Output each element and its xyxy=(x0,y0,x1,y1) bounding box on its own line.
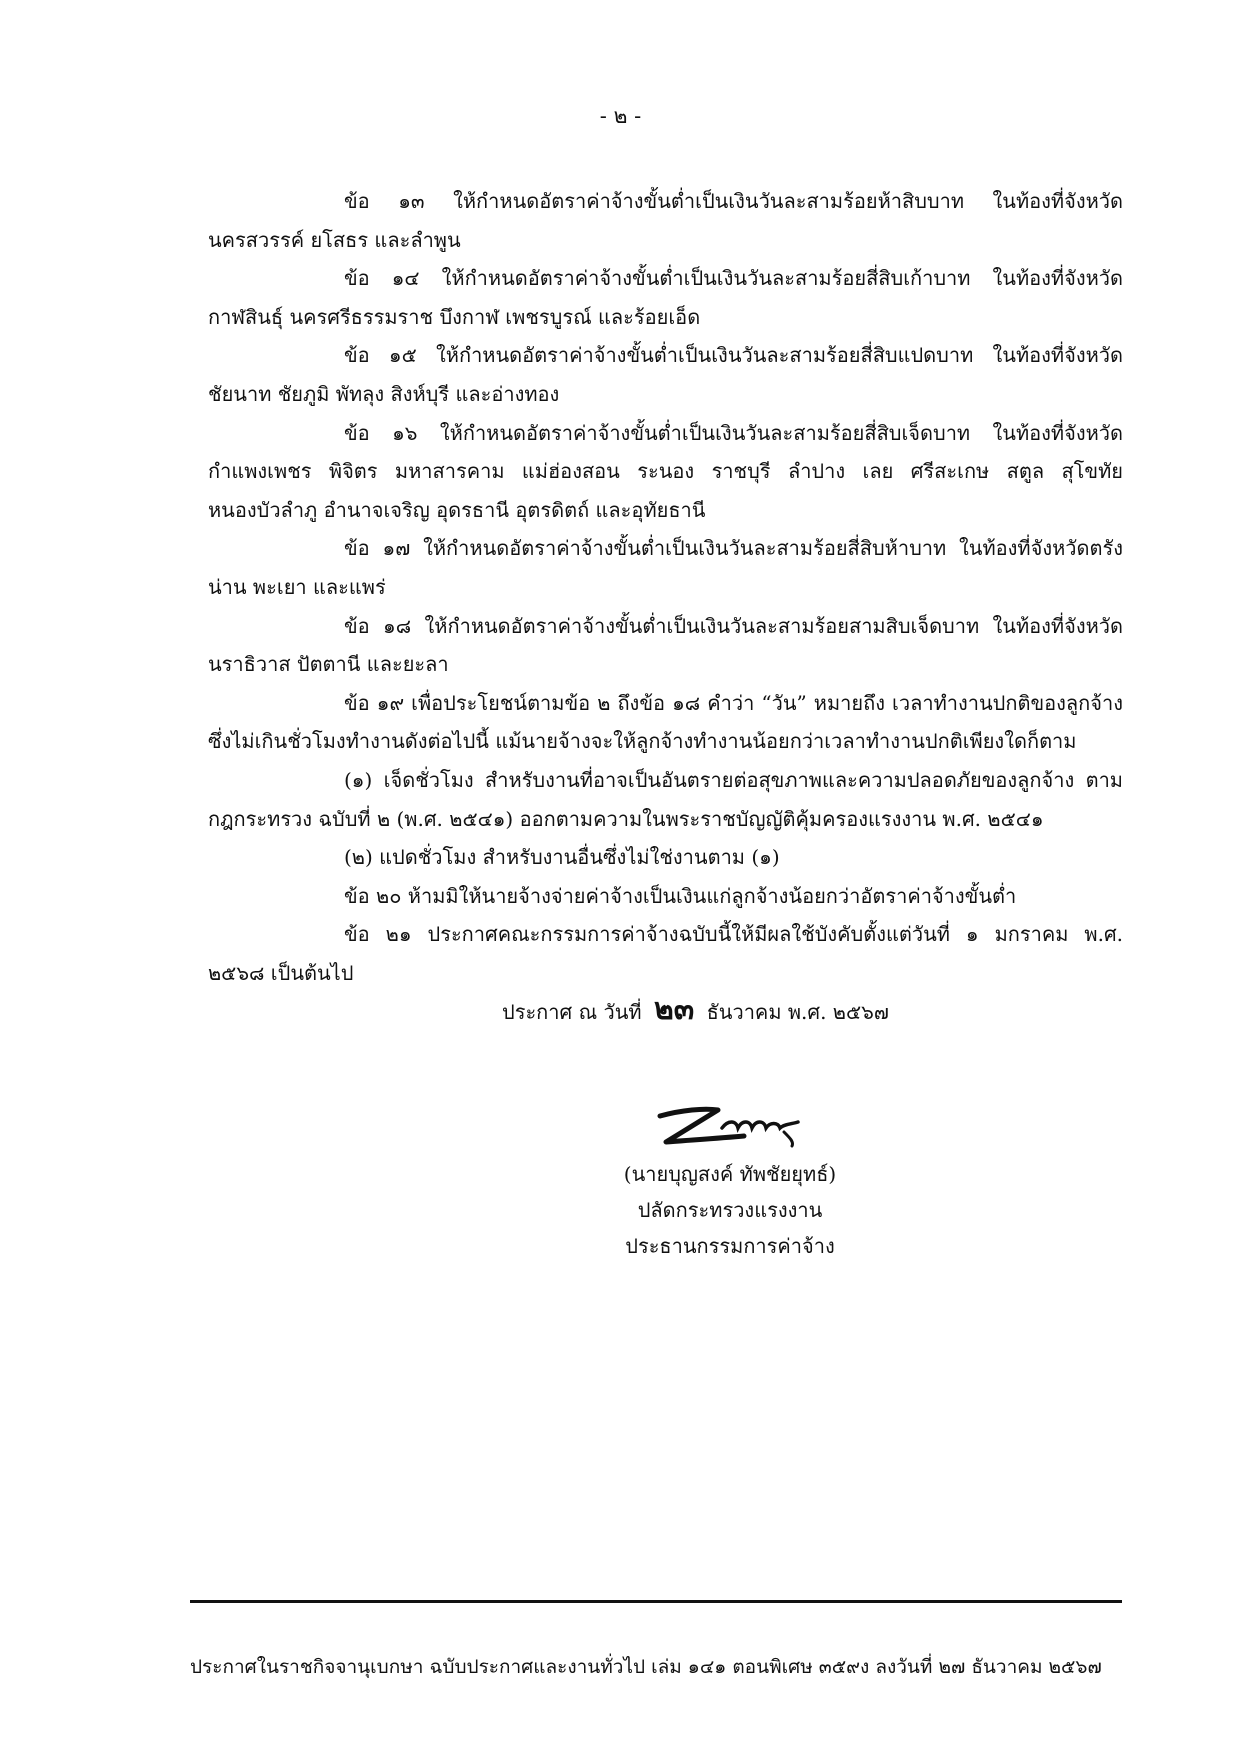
clause-18: ข้อ ๑๘ ให้กำหนดอัตราค่าจ้างขั้นต่ำเป็นเงินวันละสามร้อยสามสิบเจ็ดบาท ในท้องที่จังหวัด นราธิวาส ปัตตานี และยะลา xyxy=(208,613,1123,677)
signer-role: ประธานกรรมการค่าจ้าง xyxy=(625,1234,835,1258)
clause-21: ข้อ ๒๑ ประกาศคณะกรรมการค่าจ้างฉบับนี้ให้มีผลใช้บังคับตั้งแต่วันที่ ๑ มกราคม พ.ศ. ๒๕๖๘ เป็นต้นไป xyxy=(208,922,1123,985)
announcement-day: ๒๓ xyxy=(653,992,695,1027)
body-text xyxy=(208,182,1123,992)
signer-position: ปลัดกระทรวงแรงงาน xyxy=(637,1198,823,1222)
clause-17: ข้อ ๑๗ ให้กำหนดอัตราค่าจ้างขั้นต่ำเป็นเงินวันละสามร้อยสี่สิบห้าบาท ในท้องที่จังหวัดตรัง น่าน พะเยา และแพร่ xyxy=(208,536,1123,599)
signature-mark xyxy=(652,1098,812,1150)
signer-name: (นายบุญสงค์ ทัพชัยยุทธ์) xyxy=(623,1162,837,1186)
clause-19-item-1: (๑) เจ็ดชั่วโมง สำหรับงานที่อาจเป็นอันตรายต่อสุขภาพและความปลอดภัยของลูกจ้าง ตามกฎกระทรวง ฉบับที่ ๒ (พ.ศ. ๒๕๔๑) ออกตามความในพระราชบัญญัติคุ้มครองแรงงาน พ.ศ. ๒๕๔๑ xyxy=(208,767,1123,831)
footer-divider xyxy=(190,1600,1122,1603)
clause-13: ข้อ ๑๓ ให้กำหนดอัตราค่าจ้างขั้นต่ำเป็นเงินวันละสามร้อยห้าสิบบาท ในท้องที่จังหวัดนครสวรรค์ ยโสธร และลำพูน xyxy=(208,189,1123,252)
footer-citation: ประกาศในราชกิจจานุเบกษา ฉบับประกาศและงานทั่วไป เล่ม ๑๔๑ ตอนพิเศษ ๓๕๙ง ลงวันที่ ๒๗ ธันวาคม ๒๕๖๗ xyxy=(190,1656,1102,1678)
clause-15: ข้อ ๑๕ ให้กำหนดอัตราค่าจ้างขั้นต่ำเป็นเงินวันละสามร้อยสี่สิบแปดบาท ในท้องที่จังหวัดชัยนาท ชัยภูมิ พัทลุง สิงห์บุรี และอ่างทอง xyxy=(208,343,1123,406)
clause-20: ข้อ ๒๐ ห้ามมิให้นายจ้างจ่ายค่าจ้างเป็นเงินแก่ลูกจ้างน้อยกว่าอัตราค่าจ้างขั้นต่ำ xyxy=(344,883,1017,908)
signer-block xyxy=(580,1156,880,1264)
announcement-suffix: ธันวาคม พ.ศ. ๒๕๖๗ xyxy=(706,1000,889,1024)
clause-16: ข้อ ๑๖ ให้กำหนดอัตราค่าจ้างขั้นต่ำเป็นเงินวันละสามร้อยสี่สิบเจ็ดบาท ในท้องที่จังหวัด กำแพงเพชร พิจิตร มหาสารคาม แม่ฮ่องสอน ระนอง ราชบุรี ลำปาง เลย ศรีสะเกษ สตูล สุโขทัย หนองบัวลำภู อำนาจเจริญ อุดรธานี อุตรดิตถ์ และอุทัยธานี xyxy=(208,420,1123,522)
clause-14: ข้อ ๑๔ ให้กำหนดอัตราค่าจ้างขั้นต่ำเป็นเงินวันละสามร้อยสี่สิบเก้าบาท ในท้องที่จังหวัดกาฬสินธุ์ นครศรีธรรมราช บึงกาฬ เพชรบูรณ์ และร้อยเอ็ด xyxy=(208,266,1123,329)
announcement-prefix: ประกาศ ณ วันที่ xyxy=(502,1000,642,1024)
page-number: - ๒ - xyxy=(599,104,642,128)
announcement-date xyxy=(502,986,889,1033)
clause-19-item-2: (๒) แปดชั่วโมง สำหรับงานอื่นซึ่งไม่ใช่งานตาม (๑) xyxy=(344,845,780,870)
clause-19: ข้อ ๑๙ เพื่อประโยชน์ตามข้อ ๒ ถึงข้อ ๑๘ คำว่า “วัน” หมายถึง เวลาทำงานปกติของลูกจ้าง ซึ่งไม่เกินชั่วโมงทำงานดังต่อไปนี้ แม้นายจ้างจะให้ลูกจ้างทำงานน้อยกว่าเวลาทำงานปกติเพียงใดก็ตาม xyxy=(208,690,1123,754)
